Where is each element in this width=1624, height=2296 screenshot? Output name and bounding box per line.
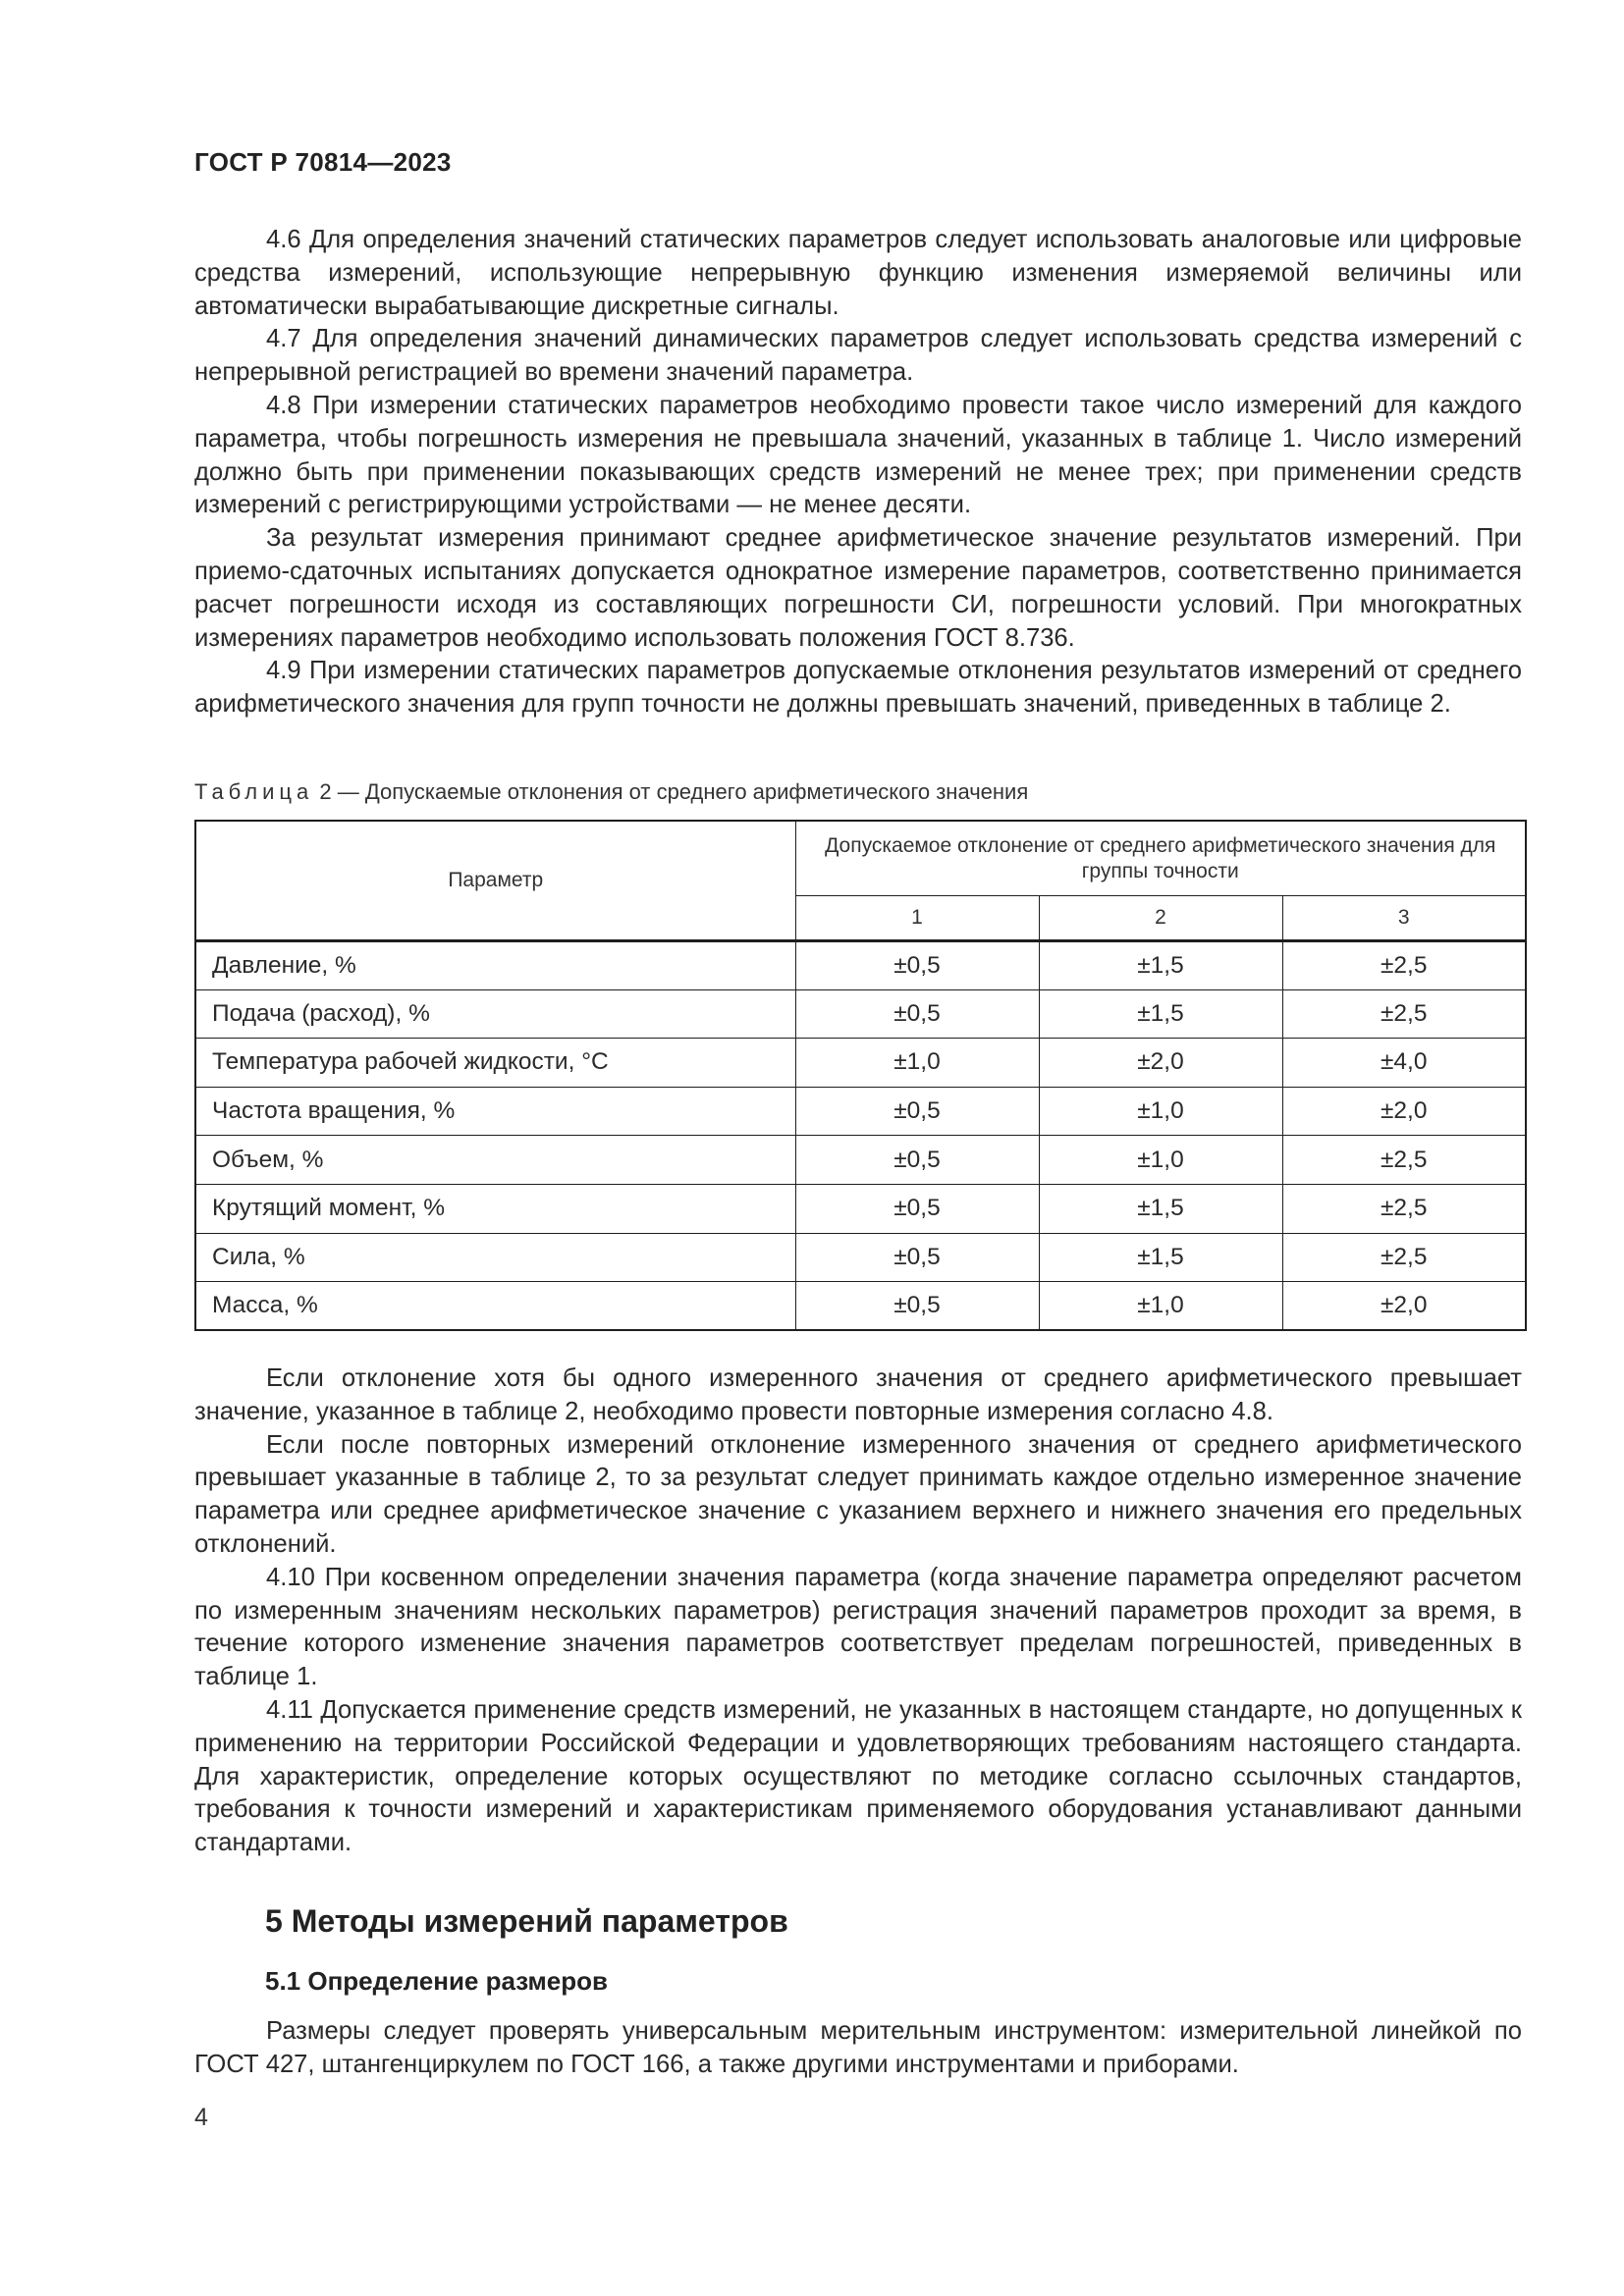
paragraph-4-10: 4.10 При косвенном определении значения параметра (когда значение параметра определяют расчетом по измеренным значениям нескольких параметров) регистрация значений параметров проходит за время, в течение которого изменение значения параметров соответствует пределам погрешностей, приведенных в таблице 1. <box>194 1563 1522 1691</box>
paragraph-measurement-result: За результат измерения принимают среднее арифметическое значение результатов измерений. При приемо-сдаточных испытаниях допускается однократное измерение параметров, соответственно принимается расчет погрешности исходя из составляющих погрешности СИ, погрешности условий. При многократных измерениях параметров необходимо использовать положения ГОСТ 8.736. <box>194 524 1522 652</box>
cell-parameter: Частота вращения, % <box>195 1087 795 1136</box>
paragraph-4-8: 4.8 При измерении статических параметров необходимо провести такое число измерений для каждого параметра, чтобы погрешность измерения не превышала значений, указанных в таблице 1. Число измерений должно быть при применении показывающих средств измерений не менее трех; при применении средств измерений с регистрирующими устройствами — не менее десяти. <box>194 391 1522 519</box>
cell-group-1: ±0,5 <box>795 941 1039 990</box>
cell-group-2: ±1,5 <box>1039 941 1282 990</box>
subsection-title: 5.1 Определение размеров <box>265 1966 608 1996</box>
cell-group-2: ±1,5 <box>1039 1233 1282 1282</box>
cell-group-1: ±0,5 <box>795 1184 1039 1233</box>
table-caption-text: 2 — Допускаемые отклонения от среднего арифметического значения <box>319 779 1029 804</box>
cell-group-1: ±0,5 <box>795 1282 1039 1331</box>
table-row <box>195 1136 1526 1185</box>
cell-parameter: Температура рабочей жидкости, °С <box>195 1039 795 1088</box>
cell-group-1: ±0,5 <box>795 1087 1039 1136</box>
cell-group-2: ±1,0 <box>1039 1087 1282 1136</box>
cell-group-1: ±0,5 <box>795 1136 1039 1185</box>
cell-group-2: ±1,5 <box>1039 989 1282 1039</box>
header-group-1: 1 <box>795 896 1039 941</box>
text-block-top <box>194 224 1522 721</box>
paragraph-result-after-repeat: Если после повторных измерений отклонение измеренного значения от среднего арифметического превышает указанные в таблице 2, то за результат следует принимать каждое отдельно измеренное значение параметра или среднее арифметическое значение с указанием верхнего и нижнего значения его предельных отклонений. <box>194 1430 1522 1558</box>
cell-parameter: Давление, % <box>195 941 795 990</box>
cell-group-3: ±2,5 <box>1282 941 1526 990</box>
document-code-header: ГОСТ Р 70814—2023 <box>194 147 452 177</box>
section-title: 5 Методы измерений параметров <box>265 1903 788 1939</box>
cell-group-1: ±0,5 <box>795 1233 1039 1282</box>
cell-parameter: Крутящий момент, % <box>195 1184 795 1233</box>
cell-group-2: ±1,0 <box>1039 1282 1282 1331</box>
cell-parameter: Сила, % <box>195 1233 795 1282</box>
table-row <box>195 989 1526 1039</box>
header-group-3: 3 <box>1282 896 1526 941</box>
paragraph-4-7: 4.7 Для определения значений динамических параметров следует использовать средства измерений с непрерывной регистрацией во времени значений параметра. <box>194 325 1522 387</box>
table-row <box>195 941 1526 990</box>
paragraph-repeat-measurement: Если отклонение хотя бы одного измеренного значения от среднего арифметического превышает значение, указанное в таблице 2, необходимо провести повторные измерения согласно 4.8. <box>194 1364 1522 1425</box>
cell-group-3: ±2,0 <box>1282 1282 1526 1331</box>
paragraph-4-6: 4.6 Для определения значений статических параметров следует использовать аналоговые или цифровые средства измерений, использующие непрерывную функцию изменения измеряемой величины или автоматически вырабатывающие дискретные сигналы. <box>194 226 1522 320</box>
cell-group-1: ±1,0 <box>795 1039 1039 1088</box>
cell-group-2: ±1,0 <box>1039 1136 1282 1185</box>
cell-parameter: Масса, % <box>195 1282 795 1331</box>
deviation-table <box>194 820 1527 1331</box>
paragraph-4-9: 4.9 При измерении статических параметров допускаемые отклонения результатов измерений от среднего арифметического значения для групп точности не должны превышать значений, приведенных в таблице 2. <box>194 657 1522 719</box>
header-accuracy-group: Допускаемое отклонение от среднего арифметического значения для группы точности <box>795 821 1526 896</box>
table-row <box>195 1184 1526 1233</box>
cell-group-2: ±2,0 <box>1039 1039 1282 1088</box>
cell-parameter: Объем, % <box>195 1136 795 1185</box>
table-row <box>195 1087 1526 1136</box>
paragraph-4-11: 4.11 Допускается применение средств измерений, не указанных в настоящем стандарте, но допущенных к применению на территории Российской Федерации и удовлетворяющих требованиям настоящего стандарта. Для характеристик, определение которых осуществляют по методике согласно ссылочных стандартов, требования к точности измерений и характеристикам применяемого оборудования устанавливают данными стандартами. <box>194 1695 1522 1857</box>
page-number: 4 <box>194 2104 208 2131</box>
cell-group-3: ±4,0 <box>1282 1039 1526 1088</box>
text-block-bottom <box>194 1362 1522 1860</box>
cell-group-3: ±2,5 <box>1282 1136 1526 1185</box>
cell-group-3: ±2,0 <box>1282 1087 1526 1136</box>
cell-group-3: ±2,5 <box>1282 1184 1526 1233</box>
cell-parameter: Подача (расход), % <box>195 989 795 1039</box>
table-row <box>195 1282 1526 1331</box>
text-block-section <box>194 2015 1522 2082</box>
cell-group-3: ±2,5 <box>1282 1233 1526 1282</box>
header-group-2: 2 <box>1039 896 1282 941</box>
cell-group-3: ±2,5 <box>1282 989 1526 1039</box>
table-row <box>195 1233 1526 1282</box>
cell-group-1: ±0,5 <box>795 989 1039 1039</box>
table-caption <box>194 779 1028 805</box>
header-parameter: Параметр <box>195 821 795 941</box>
table-caption-label: Таблица <box>194 779 314 804</box>
cell-group-2: ±1,5 <box>1039 1184 1282 1233</box>
table-row <box>195 1039 1526 1088</box>
paragraph-dimensions: Размеры следует проверять универсальным мерительным инструментом: измерительной линейкой по ГОСТ 427, штангенциркулем по ГОСТ 166, а также другими инструментами и приборами. <box>194 2017 1522 2078</box>
